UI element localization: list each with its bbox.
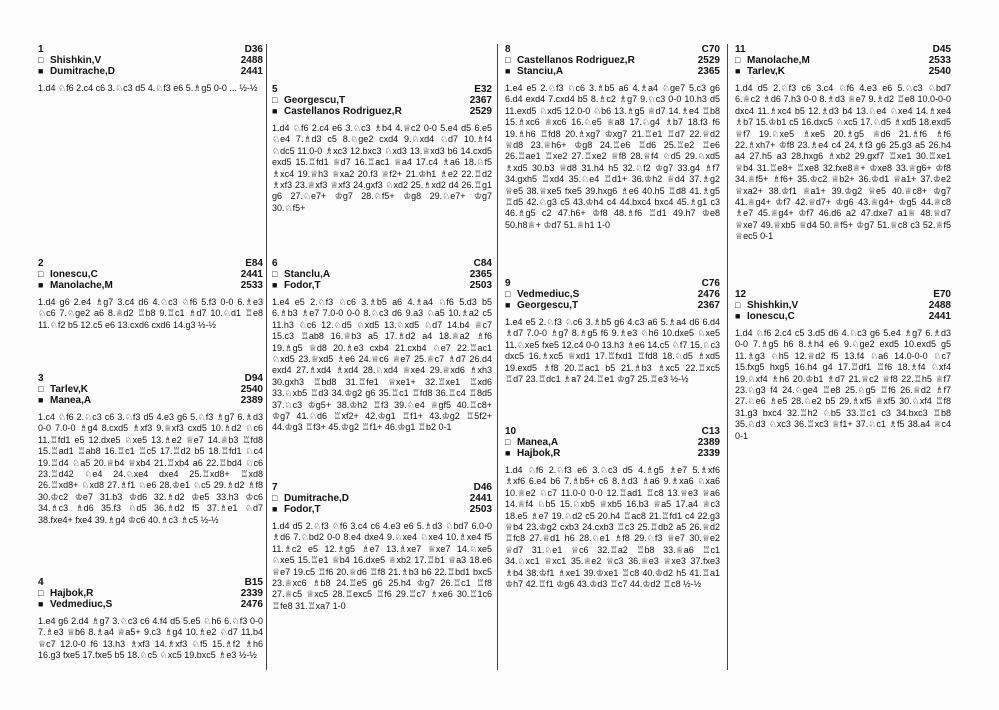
black-elo: 2503 — [469, 280, 492, 291]
game-9 — [505, 278, 720, 385]
game-moves: 1.d4 ♘f6 2.♘f3 e6 3.♘c3 d5 4.♗g5 ♗e7 5.♗xf6 ♗xf6 6.e4 b6 7.♗b5+ c6 8.♗d3 ♗a6 9.♗xa6 ♘xa6 10.♕e2 ♘c7 11.0-0 0-0 12.♖ad1 ♖c8 13.♕e3 ♕a6 14.♕f4 ♘b5 15.♘xb5 ♕xb5 16.b3 ♕a5 17.a4 ♕c3 18.e5 ♗e7 19.♘d2 c5 20.h4 ♖ac8 21.♖fd1 c4 22.g3 ♕b4 23.♔g2 cxb3 24.cxb3 ♖c3 25.♖db2 a5 26.♕d2 ♖fc8 27.♕d1 h6 28.♘e1 ♗f8 29.♘f3 ♕e7 30.♕e2 ♕d7 31.♘e1 ♕c6 32.♖a2 ♖b8 33.♕a6 ♖c1 34.♘xc1 ♕xc1 35.♕e2 ♕c3 36.♕e3 ♕xe3 37.fxe3 ♗b4 38.♔f1 ♗xe1 39.♔xe1 ♖c8 40.♔d2 h5 41.♖a1 ♔h7 42.♖f1 ♔g6 43.♔d3 ♖c7 44.♔d2 ♖c8 ½-½ — [505, 465, 720, 590]
white-marker-icon: □ — [505, 289, 511, 299]
white-marker-icon: □ — [272, 95, 278, 105]
game-number: 6 — [272, 258, 278, 269]
black-marker-icon: ■ — [735, 66, 741, 76]
white-elo: 2476 — [697, 289, 720, 300]
white-player: Shishkin,V — [50, 55, 102, 66]
white-player: Vedmediuc,S — [517, 289, 580, 300]
column-divider — [497, 44, 498, 670]
white-elo: 2365 — [469, 269, 492, 280]
black-marker-icon: ■ — [38, 66, 44, 76]
game-1 — [38, 44, 263, 94]
game-10 — [505, 426, 720, 590]
game-number: 11 — [735, 44, 746, 55]
game-moves: 1.d4 d5 2.♘f3 c6 3.c4 ♘f6 4.e3 e6 5.♘c3 ♘bd7 6.♕c2 ♗d6 7.h3 0-0 8.♗d3 ♕e7 9.♗d2 ♖e8 10.0-0-0 dxc4 11.♗xc4 b5 12.♗d3 b4 13.♘e4 ♘xe4 14.♗xe4 ♗b7 15.♔b1 c5 16.dxc5 ♘xc5 17.♘d5 ♗xd5 18.exd5 ♕f7 19.♘xe5 ♗xe5 20.♗g5 ♕d6 21.♗f6 ♗f6 22.♗xh7+ ♔f8 23.♗e4 c4 24.♗f3 g6 25.g3 a5 26.h4 a4 27.h5 a3 28.hxg6 ♗xb2 29.gxf7 ♖xe1 30.♖xe1 ♕b4 31.♖e8+ ♖xe8 32.fxe8♕+ ♔xe8 33.♕g6+ ♔f8 34.♕f5+ ♗f6+ 35.♔c2 ♕b2+ 36.♔d1 ♕a1+ 37.♔e2 ♕xa2+ 38.♔f1 ♕a1+ 39.♔g2 ♕e5 40.♕c8+ ♔g7 41.♕g4+ ♔f7 42.♕d7+ ♔g6 43.♕g4+ ♔g5 44.♕c8 ♗e7 45.♕g4+ ♔f7 46.d6 a2 47.dxe7 a1♕ 48.♕d7 ♕xe7 49.♕xb5 ♕d4 50.♕f5+ ♔g7 51.♕c8 c3 52.♕f5 ♕ec5 0-1 — [735, 83, 951, 242]
black-player: Stanciu,A — [517, 66, 564, 77]
white-elo: 2367 — [469, 95, 492, 106]
game-moves: 1.e4 e5 2.♘f3 ♘c6 3.♗b5 a6 4.♗a4 ♘ge7 5.c3 g6 6.d4 exd4 7.cxd4 b5 8.♗c2 ♗g7 9.♘c3 0-0 10.h3 d5 11.exd5 ♘xd5 12.0-0 ♘b6 13.♗g5 ♕d7 14.♗e4 ♖b8 15.♗xc6 ♕xc6 16.♘e5 ♕a8 17.♘g4 ♗b7 18.f3 f6 19.♗h6 ♖fd8 20.♗xg7 ♔xg7 21.♖e1 ♖d7 22.♕d2 ♕d8 23.♕h6+ ♔g8 24.♖e6 ♖d6 25.♖e2 ♖e6 26.♖ae1 ♖xe2 27.♖xe2 ♕f8 28.♕f4 ♘d5 29.♘xd5 ♗xd5 30.b3 ♕d8 31.h4 h5 32.♘f2 ♔g7 33.g4 ♗f7 34.gxh5 ♖xd4 35.♘e4 ♖d1+ 36.♔h2 ♕d4 37.♗g2 ♕e5 38.♕xe5 fxe5 39.hxg6 ♗e6 40.h5 ♖d8 41.♗g5 ♖d5 42.♘g3 c5 43.♔h4 c4 44.bxc4 bxc4 45.♗g1 c3 46.♗g5 c2 47.h6+ ♔f8 48.♗f6 ♖d1 49.h7 ♔e8 50.h8♕+ ♔d7 51.♕h1 1-0 — [505, 83, 720, 230]
black-player: Castellanos Rodriguez,R — [284, 106, 402, 117]
game-moves: 1.d4 ♘f6 2.c4 e6 3.♘c3 ♗b4 4.♕c2 0-0 5.e4 d5 6.e5 ♘e4 7.♗d3 c5 8.♘ge2 cxd4 9.♘xd4 ♘d7 10.♗f4 ♘dc5 11.0-0 ♗xc3 12.bxc3 ♘xd3 13.♕xd3 b6 14.cxd5 exd5 15.♖fd1 ♕d7 16.♖ac1 ♕a4 17.c4 ♗a6 18.♘f5 ♗xc4 19.♕h3 ♕xa2 20.f3 ♕f2+ 21.♔h1 ♗e2 22.♖d2 ♗xf3 23.♕xf3 ♕xf3 24.gxf3 ♘xd2 25.♗xd2 d4 26.♖g1 g6 27.♘e7+ ♔g7 28.♘f5+ ♔g8 29.♘e7+ ♔g7 30.♘f5+ — [272, 123, 492, 213]
game-moves: 1.d4 d5 2.♘f3 ♘f6 3.c4 c6 4.e3 e6 5.♗d3 ♘bd7 6.0-0 ♗d6 7.♘bd2 0-0 8.e4 dxe4 9.♘xe4 ♘xe4 10.♗xe4 f5 11.♗c2 e5 12.♗g5 ♗e7 13.♗xe7 ♕xe7 14.♘xe5 ♘xe5 15.♖e1 ♕b4 16.dxe5 ♕xb2 17.♖b1 ♕a3 18.e6 ♕e7 19.c5 ♖f6 20.♕d6 ♖f8 21.♗b3 b6 22.♖bd1 bxc5 23.♕xc6 ♗b8 24.♖e5 g6 25.h4 ♔g7 26.♖c1 ♖f8 27.♕c5 ♕xc5 28.♖exc5 ♖f6 29.♖c7 ♗xe6 30.♖1c6 ♖fe8 31.♖xa7 1-0 — [272, 521, 492, 611]
black-marker-icon: ■ — [505, 66, 511, 76]
eco-code: C84 — [473, 258, 492, 269]
white-marker-icon: □ — [735, 55, 741, 65]
game-number: 12 — [735, 289, 747, 300]
game-number: 10 — [505, 426, 517, 437]
game-11 — [735, 44, 951, 243]
game-number: 5 — [272, 84, 278, 95]
eco-code: C13 — [701, 426, 720, 437]
game-4 — [38, 577, 263, 662]
eco-code: C70 — [701, 44, 720, 55]
black-elo: 2339 — [697, 448, 720, 459]
game-5 — [272, 84, 492, 214]
game-moves: 1.d4 g6 2.e4 ♗g7 3.c4 d6 4.♘c3 ♘f6 5.f3 0-0 6.♗e3 ♘c6 7.♘ge2 a6 8.♕d2 ♖b8 9.♖c1 ♗d7 10.♘d1 ♖e8 11.♘f2 b5 12.c5 e6 13.cxd6 cxd6 14.g3 ½-½ — [38, 297, 263, 330]
black-player: Ionescu,C — [747, 311, 795, 322]
game-2 — [38, 258, 263, 331]
eco-code: E32 — [474, 84, 492, 95]
eco-code: E70 — [933, 289, 951, 300]
black-player: Fodor,T — [284, 504, 321, 515]
white-elo: 2339 — [240, 588, 263, 599]
black-elo: 2389 — [240, 395, 263, 406]
black-marker-icon: ■ — [735, 311, 741, 321]
column-4 — [735, 44, 951, 670]
eco-code: B15 — [244, 577, 263, 588]
black-marker-icon: ■ — [505, 300, 511, 310]
eco-code: E84 — [245, 258, 263, 269]
game-moves: 1.e4 g6 2.d4 ♗g7 3.♘c3 c6 4.f4 d5 5.e5 ♘h6 6.♘f3 0-0 7.♗e3 ♕b6 8.♗a4 ♕a5+ 9.c3 ♗g4 10.♗e2 ♘d7 11.b4 ♕c7 12.0-0 f6 13.h3 ♗xf3 14.♗xf3 ♘f5 15.♗f2 ♗h6 16.g3 fxe5 17.fxe5 b5 18.♘c5 ♘xc5 19.bxc5 ♗e3 ½-½ — [38, 616, 263, 661]
black-player: Georgescu,T — [517, 300, 579, 311]
white-elo: 2540 — [240, 384, 263, 395]
white-marker-icon: □ — [38, 269, 44, 279]
game-number: 9 — [505, 278, 511, 289]
game-number: 7 — [272, 482, 278, 493]
white-marker-icon: □ — [735, 300, 741, 310]
black-marker-icon: ■ — [272, 280, 278, 290]
eco-code: D45 — [932, 44, 951, 55]
game-7 — [272, 482, 492, 612]
game-8 — [505, 44, 720, 231]
black-elo: 2367 — [697, 300, 720, 311]
white-elo: 2441 — [240, 269, 263, 280]
column-1 — [38, 44, 263, 670]
white-player: Tarlev,K — [50, 384, 88, 395]
game-12 — [735, 289, 951, 442]
column-divider — [266, 44, 267, 670]
black-elo: 2365 — [697, 66, 720, 77]
column-2 — [272, 44, 492, 670]
eco-code: C76 — [701, 278, 720, 289]
white-marker-icon: □ — [38, 55, 44, 65]
black-elo: 2441 — [928, 311, 951, 322]
black-player: Manolache,M — [50, 280, 113, 291]
game-number: 3 — [38, 373, 44, 384]
game-number: 2 — [38, 258, 44, 269]
game-moves: 1.c4 ♘f6 2.♘c3 c6 3.♘f3 d5 4.e3 g6 5.♘f3 ♗g7 6.♗d3 0-0 7.0-0 ♗g4 8.cxd5 ♗xf3 9.♕xf3 cxd5 10.♗d2 ♘c6 11.♖fd1 e5 12.dxe5 ♘xe5 13.♗e2 ♕e7 14.♕b3 ♖fd8 15.♖ad1 ♖ab8 16.♖c1 ♖c5 17.♖d2 b5 18.♖fd1 ♘c4 19.♖d4 ♘a5 20.♕b4 ♕xb4 21.♖xb4 a6 22.♖bd4 ♘c6 23.♖d42 ♘e4 24.♘xe4 dxe4 25.♖xd8+ ♖xd8 26.♖xd8+ ♘xd8 27.♗f1 ♘e6 28.♔e1 ♘c5 29.♗d2 ♗f8 30.♔c2 ♔e7 31.b3 ♔d6 32.♗d2 ♔e5 33.h3 ♔c6 34.♗c3 ♗d6 35.f3 ♘d5 36.♗d2 f5 37.♗e1 ♘d7 38.fxe4+ fxe4 39.♗g4 ♔c6 40.♗c3 ♗c5 ½-½ — [38, 412, 263, 525]
white-player: Dumitrache,D — [284, 493, 350, 504]
white-elo: 2529 — [697, 55, 720, 66]
eco-code: D36 — [244, 44, 263, 55]
game-number: 8 — [505, 44, 511, 55]
white-player: Hajbok,R — [50, 588, 94, 599]
black-elo: 2540 — [928, 66, 951, 77]
game-moves: 1.d4 ♘f6 2.c4 c5 3.d5 d6 4.♘c3 g6 5.e4 ♗g7 6.♗d3 0-0 7.♗g5 h6 8.♗h4 e6 9.♘ge2 exd5 10.exd5 g5 11.♗g3 ♘h5 12.♕d2 f5 13.f4 ♘a6 14.0-0-0 ♘c7 15.fxg5 hxg5 16.h4 g4 17.♖df1 ♖f6 18.♗f4 ♘xf4 19.♘xf4 ♗h6 20.♔b1 ♗d7 21.♕c2 ♕f8 22.♖h5 ♕f7 23.♘g3 f4 24.♘ge4 ♖e8 25.♘g5 ♖f6 26.♕d2 ♗f7 27.♘e6 ♗e5 28.♘e2 b5 29.♗xf5 ♕xf5 30.♘xf4 ♖f8 31.g3 bxc4 32.♖h2 ♘b5 33.♖c1 c3 34.bxc3 ♖b8 35.♘d3 ♘xc3 36.♖xc3 ♕f1+ 37.♘c1 ♗f5 38.a4 ♕c4 0-1 — [735, 328, 951, 441]
black-marker-icon: ■ — [38, 280, 44, 290]
eco-code: D46 — [473, 482, 492, 493]
game-moves: 1.e4 e5 2.♘f3 ♘c6 3.♗b5 a6 4.♗a4 ♘f6 5.d3 b5 6.♗b3 ♗e7 7.0-0 0-0 8.♘c3 d6 9.a3 ♘a5 10.♗a2 c5 11.h3 ♘c6 12.♘d5 ♘xd5 13.♘xd5 ♘d7 14.b4 ♕c7 15.c3 ♖ab8 16.♕b3 a5 17.♗d2 a4 18.♕a2 ♗f6 19.♗g5 ♕d8 20.♗e3 cxb4 21.cxb4 ♘e7 22.♖ac1 ♘xd5 23.♕xd5 ♗e6 24.♕c6 ♕e7 25.♕c7 ♗d7 26.d4 exd4 27.♗xd4 ♗xd4 28.♘xd4 ♕xe4 29.♕xd6 ♗xh3 30.gxh3 ♖bd8 31.♖fe1 ♕xe1+ 32.♖xe1 ♖xd6 33.♘xb5 ♖d3 34.♔g2 g6 35.♖c1 ♖fd8 36.♖c4 ♖8d5 37.♘c3 ♔g5+ 38.♔h2 ♖f3 39.♘e4 ♕gf5 40.♖c8+ ♔g7 41.♘d6 ♖xf2+ 42.♔g1 ♖f1+ 43.♔g2 ♖5f2+ 44.♔g3 ♖f3+ 45.♔g2 ♖f1+ 46.♔g1 ♖b2 0-1 — [272, 297, 492, 433]
game-number: 4 — [38, 577, 44, 588]
game-3 — [38, 373, 263, 526]
white-elo: 2488 — [928, 300, 951, 311]
black-elo: 2503 — [469, 504, 492, 515]
white-elo: 2533 — [928, 55, 951, 66]
black-player: Tarlev,K — [747, 66, 785, 77]
black-player: Vedmediuc,S — [50, 599, 113, 610]
white-player: Manolache,M — [747, 55, 810, 66]
black-marker-icon: ■ — [38, 599, 44, 609]
white-player: Georgescu,T — [284, 95, 346, 106]
white-elo: 2488 — [240, 55, 263, 66]
black-marker-icon: ■ — [505, 448, 511, 458]
white-marker-icon: □ — [505, 437, 511, 447]
white-marker-icon: □ — [272, 269, 278, 279]
game-moves: 1.e4 e5 2.♘f3 ♘c6 3.♗b5 g6 4.c3 a6 5.♗a4 d6 6.d4 ♗d7 7.0-0 ♗g7 8.♗g5 f6 9.♗e3 ♘h6 10.dxe5 ♘xe5 11.♘xe5 fxe5 12.c4 0-0 13.h3 ♗e6 14.c5 ♘f7 15.♘c3 dxc5 16.♗xc5 ♕xd1 17.♖fxd1 ♖fd8 18.♘d5 ♗xd5 19.exd5 ♗f8 20.♖ac1 b5 21.♗b3 ♗xc5 22.♖xc5 ♖d7 23.♖dc1 ♗a7 24.♖e1 ♔g7 25.♖e3 ½-½ — [505, 317, 720, 385]
column-divider — [727, 44, 728, 670]
black-elo: 2476 — [240, 599, 263, 610]
black-player: Manea,A — [50, 395, 92, 406]
white-elo: 2441 — [469, 493, 492, 504]
black-player: Hajbok,R — [517, 448, 561, 459]
eco-code: D94 — [244, 373, 263, 384]
game-moves: 1.d4 ♘f6 2.c4 c6 3.♘c3 d5 4.♘f3 e6 5.♗g5 0-0 ... ½-½ — [38, 83, 258, 93]
black-elo: 2533 — [240, 280, 263, 291]
black-marker-icon: ■ — [272, 106, 278, 116]
white-marker-icon: □ — [272, 493, 278, 503]
column-3 — [505, 44, 720, 670]
white-player: Stanclu,A — [284, 269, 331, 280]
black-player: Dumitrache,D — [50, 66, 116, 77]
black-marker-icon: ■ — [272, 504, 278, 514]
black-player: Fodor,T — [284, 280, 321, 291]
white-player: Ionescu,C — [50, 269, 98, 280]
white-elo: 2389 — [697, 437, 720, 448]
black-marker-icon: ■ — [38, 395, 44, 405]
white-player: Manea,A — [517, 437, 559, 448]
game-number: 1 — [38, 44, 44, 55]
game-6 — [272, 258, 492, 434]
black-elo: 2529 — [469, 106, 492, 117]
white-marker-icon: □ — [38, 588, 44, 598]
white-player: Shishkin,V — [747, 300, 799, 311]
white-marker-icon: □ — [505, 55, 511, 65]
white-marker-icon: □ — [38, 384, 44, 394]
black-elo: 2441 — [240, 66, 263, 77]
white-player: Castellanos Rodriguez,R — [517, 55, 635, 66]
